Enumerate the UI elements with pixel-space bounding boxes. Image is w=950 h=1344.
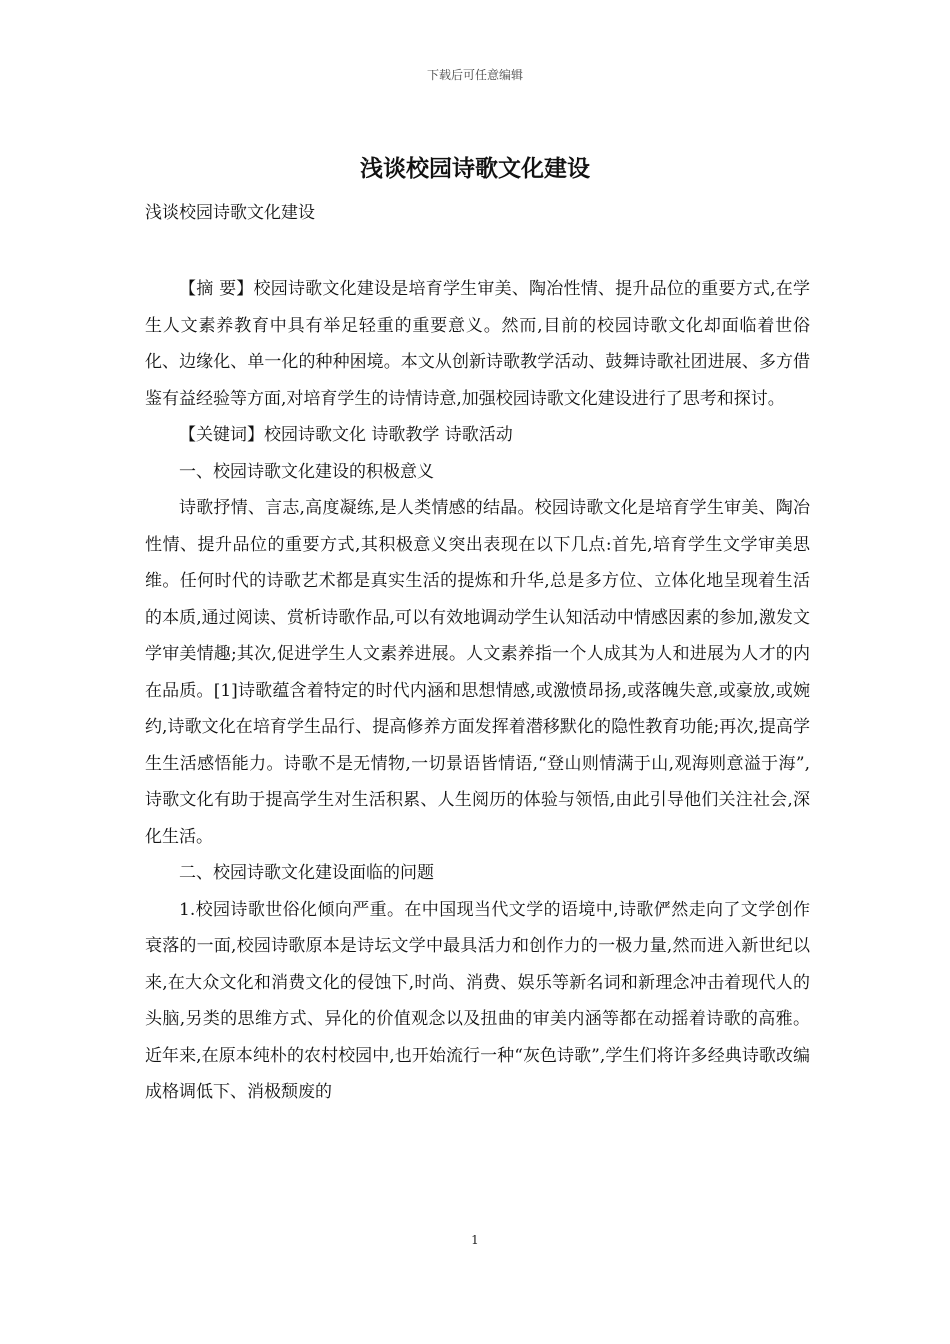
abstract-paragraph: 【摘 要】校园诗歌文化建设是培育学生审美、陶冶性情、提升品位的重要方式,在学生人文素养教育中具有举足轻重的重要意义。然而,目前的校园诗歌文化却面临着世俗化、边缘化、单一化的种种困境。本文从创新诗歌教学活动、鼓舞诗歌社团进展、多方借鉴有益经验等方面,对培育学生的诗情诗意,加强校园诗歌文化建设进行了思考和探讨。 xyxy=(145,279,810,409)
document-subtitle: 浅谈校园诗歌文化建设 xyxy=(145,203,315,223)
keywords-paragraph: 【关键词】校园诗歌文化 诗歌教学 诗歌活动 xyxy=(179,425,513,445)
page-number: 1 xyxy=(471,1233,479,1247)
section-heading-1: 一、校园诗歌文化建设的积极意义 xyxy=(179,461,434,482)
document-title: 浅谈校园诗歌文化建设 xyxy=(360,156,590,182)
document-body xyxy=(145,271,810,1111)
page-header-note: 下载后可任意编辑 xyxy=(426,68,523,82)
body-paragraph: 诗歌抒情、言志,高度凝练,是人类情感的结晶。校园诗歌文化是培育学生审美、陶冶性情、提升品位的重要方式,其积极意义突出表现在以下几点:首先,培育学生文学审美思维。任何时代的诗歌艺术都是真实生活的提炼和升华,总是多方位、立体化地呈现着生活的本质,通过阅读、赏析诗歌作品,可以有效地调动学生认知活动中情感因素的参加,激发文学审美情趣;其次,促进学生人文素养进展。人文素养指一个人成其为人和进展为人才的内在品质。[1]诗歌蕴含着特定的时代内涵和思想情感,或激愤昂扬,或落魄失意,或豪放,或婉约,诗歌文化在培育学生品行、提高修养方面发挥着潜移默化的隐性教育功能;再次,提高学生生活感悟能力。诗歌不是无情物,一切景语皆情语,“登山则情满于山,观海则意溢于海”,诗歌文化有助于提高学生对生活积累、人生阅历的体验与领悟,由此引导他们关注社会,深化生活。 xyxy=(145,498,810,847)
section-heading-2: 二、校园诗歌文化建设面临的问题 xyxy=(179,863,434,883)
body-paragraph: 1.校园诗歌世俗化倾向严重。在中国现当代文学的语境中,诗歌俨然走向了文学创作衰落的一面,校园诗歌原本是诗坛文学中最具活力和创作力的一极力量,然而进入新世纪以来,在大众文化和消费文化的侵蚀下,时尚、消费、娱乐等新名词和新理念冲击着现代人的头脑,另类的思维方式、异化的价值观念以及扭曲的审美内涵等都在动摇着诗歌的高雅。近年来,在原本纯朴的农村校园中,也开始流行一种“灰色诗歌”,学生们将许多经典诗歌改编成格调低下、消极颓废的 xyxy=(145,899,810,1102)
